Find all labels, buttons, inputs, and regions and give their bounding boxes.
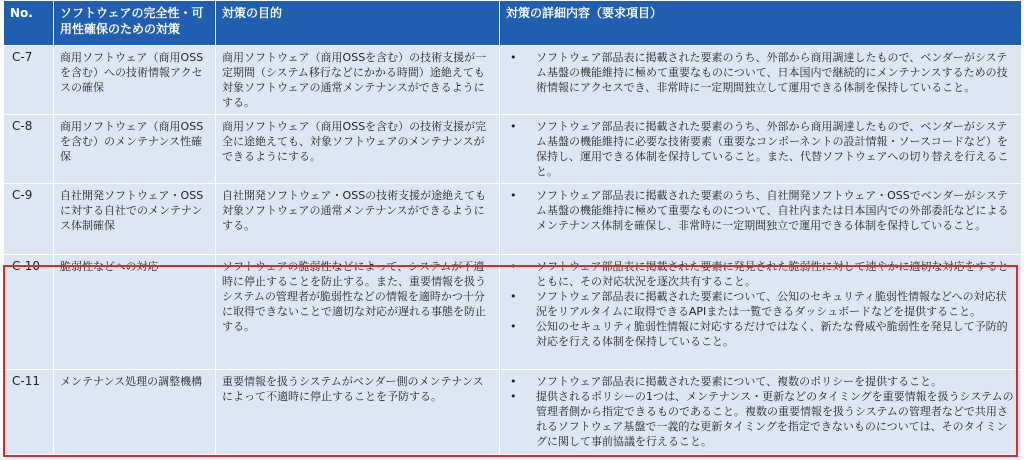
detail-item: • ソフトウェア部品表に掲載された要素のうち、外部から商用調達したもので、ベンダーがシステム基盤の機能維持に極めて重要なものについて、日本国内で継続的にメンテナンスするための技術情報にアクセスでき、非常時に一定期間独立して運用できる体制を保持していること。 — [506, 50, 1015, 95]
row-no: C-11 — [4, 370, 54, 455]
row-measure: 脆弱性などへの対応 — [54, 255, 216, 370]
detail-item: • 公知のセキュリティ脆弱性情報に対応するだけではなく、新たな脅威や脆弱性を発見して予防的対応を行える体制を保持していること。 — [506, 319, 1015, 349]
row-purpose: 自社開発ソフトウェア・OSSの技術支援が途絶えても対象ソフトウェアの通常メンテナンスができるようにする。 — [216, 184, 500, 255]
row-no: C-9 — [4, 184, 54, 255]
row-purpose: 商用ソフトウェア（商用OSSを含む）の技術支援が一定期間（システム移行などにかかる時間）途絶えても対象ソフトウェアの通常メンテナンスができるようにする。 — [216, 46, 500, 115]
detail-item: • 提供されるポリシーの1つは、メンテナンス・更新などのタイミングを重要情報を扱うシステムの管理者側から指定できるものであること。複数の重要情報を扱うシステムの管理者などで共用されるソフトウェア基盤で一義的な更新タイミングを指定できないものについては、そのタイミングに関して事前協議を行えること。 — [506, 389, 1015, 449]
row-no: C-8 — [4, 115, 54, 184]
header-measure: ソフトウェアの完全性・可用性確保のための対策 — [54, 1, 216, 46]
table-row — [4, 184, 1022, 255]
table-row — [4, 115, 1022, 184]
row-details — [500, 46, 1022, 115]
row-purpose: ソフトウェアの脆弱性などによって、システムが不適時に停止することを防止する。また、重要情報を扱うシステムの管理者が脆弱性などの情報を適時かつ十分に取得できないことで適切な対応が遅れる事態を防止する。 — [216, 255, 500, 370]
table-row — [4, 46, 1022, 115]
countermeasure-table — [3, 0, 1022, 455]
table-row — [4, 255, 1022, 370]
detail-item: • ソフトウェア部品表に掲載された要素について、複数のポリシーを提供すること。 — [506, 374, 1015, 389]
detail-item: • ソフトウェア部品表に掲載された要素のうち、自社開発ソフトウェア・OSSでベンダーがシステム基盤の機能維持に極めて重要なものについて、自社内または日本国内での外部委託などによるメンテナンス体制を確保し、非常時に一定期間独立で運用できる体制を保持していること。 — [506, 188, 1015, 233]
table-row — [4, 370, 1022, 455]
row-measure: 自社開発ソフトウェア・OSSに対する自社でのメンテナンス体制確保 — [54, 184, 216, 255]
row-measure: 商用ソフトウェア（商用OSSを含む）への技術情報アクセスの確保 — [54, 46, 216, 115]
row-purpose: 商用ソフトウェア（商用OSSを含む）の技術支援が完全に途絶えても、対象ソフトウェアのメンテナンスができるようにする。 — [216, 115, 500, 184]
header-no: No. — [4, 1, 54, 46]
row-no: C-7 — [4, 46, 54, 115]
row-purpose: 重要情報を扱うシステムがベンダー側のメンテナンスによって不適時に停止することを予防する。 — [216, 370, 500, 455]
detail-item: • ソフトウェア部品表に掲載された要素について、公知のセキュリティ脆弱性情報などへの対応状況をリアルタイムに取得できるAPIまたは一覧できるダッシュボードなどを提供すること。 — [506, 289, 1015, 319]
header-purpose: 対策の目的 — [216, 1, 500, 46]
detail-item: • ソフトウェア部品表に掲載された要素のうち、外部から商用調達したもので、ベンダーがシステム基盤の機能維持に必要な技術要素（重要なコンポーネントの設計情報・ソースコードなど）を保持し、運用できる体制を保持していること。また、代替ソフトウェアへの切り替えを行えること。 — [506, 119, 1015, 179]
row-measure: 商用ソフトウェア（商用OSSを含む）のメンテナンス性確保 — [54, 115, 216, 184]
row-details — [500, 115, 1022, 184]
row-no: C-10 — [4, 255, 54, 370]
table-header-row — [4, 1, 1022, 46]
detail-item: • ソフトウェア部品表に掲載された要素に発見された脆弱性に対して速やかに適切な対応をするとともに、その対応状況を逐次共有すること。 — [506, 259, 1015, 289]
row-details — [500, 255, 1022, 370]
row-details — [500, 370, 1022, 455]
row-measure: メンテナンス処理の調整機構 — [54, 370, 216, 455]
header-detail: 対策の詳細内容（要求項目） — [500, 1, 1022, 46]
row-details — [500, 184, 1022, 255]
